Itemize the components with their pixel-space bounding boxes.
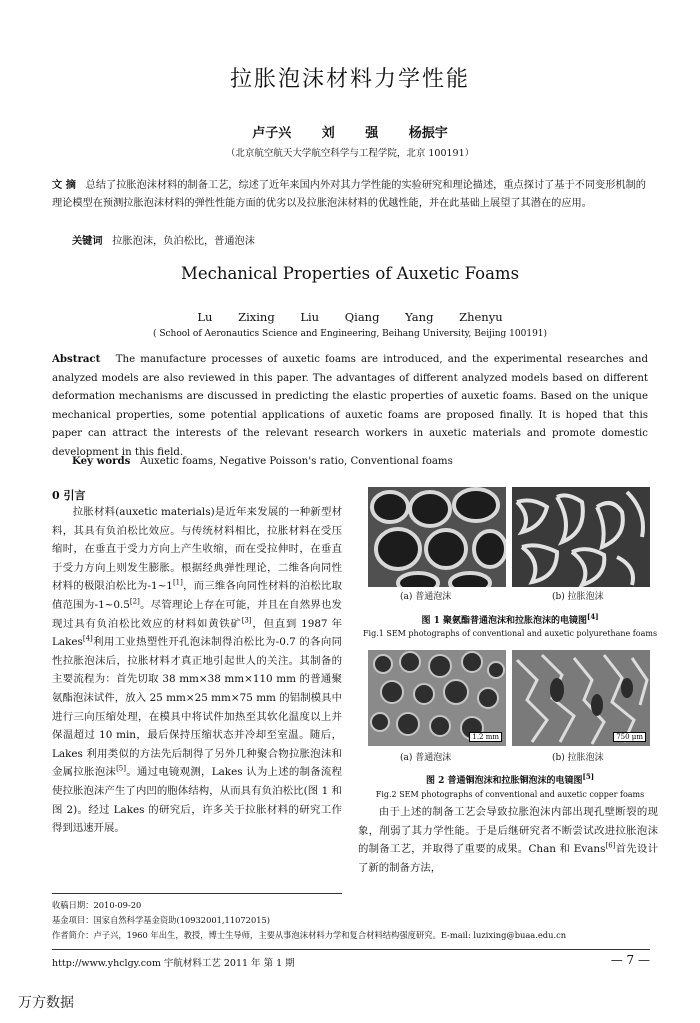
- title-chinese: 拉胀泡沫材料力学性能: [229, 67, 470, 92]
- figure2-sublabel-b: (b) 拉胀泡沫: [552, 753, 604, 763]
- figure2-scale-bar-b: 750 μm: [613, 732, 646, 742]
- affiliation-chinese: （北京航空航天大学航空科学与工程学院，北京 100191）: [225, 148, 475, 159]
- keywords-english: [72, 455, 652, 467]
- keywords-chinese-label: 关键词: [72, 235, 103, 247]
- figure1-sublabel-a: (a) 普通泡沫: [400, 592, 452, 602]
- affiliation-english: ( School of Aeronautics Science and Engineering, Beihang University, Beijing 100191): [152, 329, 548, 339]
- keywords-chinese-text: 拉胀泡沫，负泊松比，普通泡沫: [112, 236, 255, 247]
- figure1-image-auxetic: [512, 487, 650, 587]
- citation-1: [1]: [172, 578, 183, 587]
- authors-chinese: 卢子兴 刘 强 杨振宇: [252, 126, 448, 141]
- footnote-received: 收稿日期：2010-09-20: [52, 900, 142, 910]
- abstract-english: [52, 350, 648, 463]
- figure2-image-conventional: [368, 650, 506, 746]
- citation-2: [2]: [129, 597, 140, 606]
- page-number: — 7 —: [610, 953, 650, 967]
- figure2-scale-bar-a: 1.2 mm: [469, 732, 502, 742]
- figure1-sublabel-b: (b) 拉胀泡沫: [552, 592, 604, 602]
- footnote-fund: 基金项目：国家自然科学基金资助(10932001,11072015): [52, 915, 271, 925]
- authors-english: Lu Zixing Liu Qiang Yang Zhenyu: [197, 310, 503, 324]
- intro-paragraph: 拉胀材料(auxetic materials)是近年来发展的一种新型材料，其具有负泊松比效应。与传统材料相比，拉胀材料在受压缩时，在垂直于受力方向上产生收缩，而在受拉伸时，在垂直于受力方向上则发生膨胀。根据经典弹性理论，二维各向同性材料的极限泊松比为-1~1[1]，而三维各向同性材料的泊松比取值范围为-1~0.5[2]。尽管理论上存在可能，并且在自然界也发现过具有负泊松比效应的材料如黄铁矿[3]，但直到 1987 年 Lakes[4]利用工业热塑性开孔泡沫制得泊松比为-0.7 的各向同性拉胀泡沫后，拉胀材料才真正地引起世人的关注。其制备的主要流程为：首先切取 38 mm×38 mm×110 mm 的普通聚氨酯泡沫试件，放入 25 mm×25 mm×75 mm 的铝制模具中进行三向压缩处理，在模具中将试件加热至其软化温度以上并保温超过 10 min，最后保持压缩状态并冷却至室温。随后，Lakes 利用类似的方法先后制得了另外几种聚合物拉胀泡沫和金属拉胀泡沫[5]。通过电镜观测，Lakes 认为上述的制备流程使拉胀泡沫产生了内凹的胞体结构，从而具有负泊松比(图 1 和图 2)。经过 Lakes 的研究后，许多关于拉胀材料的研究工作得到迅速开展。: [52, 506, 343, 835]
- keywords-chinese: [72, 232, 652, 247]
- figure2-image-auxetic: [512, 650, 650, 746]
- abstract-chinese-label: 文 摘: [52, 179, 76, 191]
- figure1-caption-citation: [4]: [587, 612, 599, 621]
- citation-3: [3]: [241, 616, 252, 625]
- figure2-sublabel-a: (a) 普通泡沫: [400, 753, 452, 763]
- abstract-chinese: [52, 176, 648, 213]
- abstract-english-label: Abstract: [52, 353, 101, 365]
- footer-journal-info: http://www.yhclgy.com 宇航材料工艺 2011 年 第 1 期: [52, 958, 295, 969]
- citation-4: [4]: [82, 634, 93, 643]
- figure1-image-conventional: [368, 487, 506, 587]
- figure1-caption-chinese: 图 1 聚氨酯普通泡沫和拉胀泡沫的电镜图[4]: [421, 612, 599, 626]
- title-english: Mechanical Properties of Auxetic Foams: [180, 264, 520, 283]
- intro-column-left: [52, 503, 342, 838]
- keywords-english-text: Auxetic foams, Negative Poisson's ratio, Conventional foams: [140, 456, 453, 467]
- footnote-author: 作者简介：卢子兴，1960 年出生，教授，博士生导师，主要从事泡沫材料力学和复合材料结构强度研究。E-mail: luzixing@buaa.edu.cn: [52, 930, 567, 940]
- footnote-divider: [52, 893, 342, 894]
- abstract-chinese-text: 总结了拉胀泡沫材料的制备工艺，综述了近年来国内外对其力学性能的实验研究和理论描述，重点探讨了基于不同变形机制的理论模型在预测拉胀泡沫材料的弹性性能方面的优劣以及拉胀泡沫材料的优越性能，并在此基础上展望了其潜在的应用。: [52, 180, 646, 209]
- citation-6: [6]: [605, 841, 616, 850]
- figure2-caption-citation: [5]: [582, 772, 595, 781]
- citation-5: [5]: [116, 764, 126, 773]
- right-paragraph: 由于上述的制备工艺会导致拉胀泡沫内部出现孔壁断裂的现象，削弱了其力学性能。于是后继研究者不断尝试改进拉胀泡沫的制备工艺，并取得了重要的成果。Chan 和 Evans[6]首先设计了新的制备方法，: [358, 806, 659, 874]
- figure2-caption-chinese: 图 2 普通铜泡沫和拉胀铜泡沫的电镜图[5]: [425, 772, 595, 786]
- section-heading: 0 引言: [52, 489, 86, 502]
- figure2-caption-english: Fig.2 SEM photographs of conventional and auxetic copper foams: [375, 790, 645, 799]
- intro-column-right: [358, 803, 658, 877]
- keywords-english-label: Key words: [72, 455, 131, 467]
- footer-divider: [52, 949, 650, 950]
- abstract-english-text: The manufacture processes of auxetic foams are introduced, and the experimental researches and analyzed models are also reviewed in this paper. The advantages of different analyzed models based on different deformation mechanisms are discussed in predicting the elastic properties of auxetic foams. Based on the unique mechanical properties, some potential applications of auxetic foams are proposed finally. It is hoped that this paper can attract the interests of the relevant research workers in auxetic materials and promote domestic development in this field.: [52, 354, 648, 458]
- figure1-caption-english: Fig.1 SEM photographs of conventional and auxetic polyurethane foams: [362, 629, 658, 638]
- watermark: 万方数据: [18, 995, 74, 1011]
